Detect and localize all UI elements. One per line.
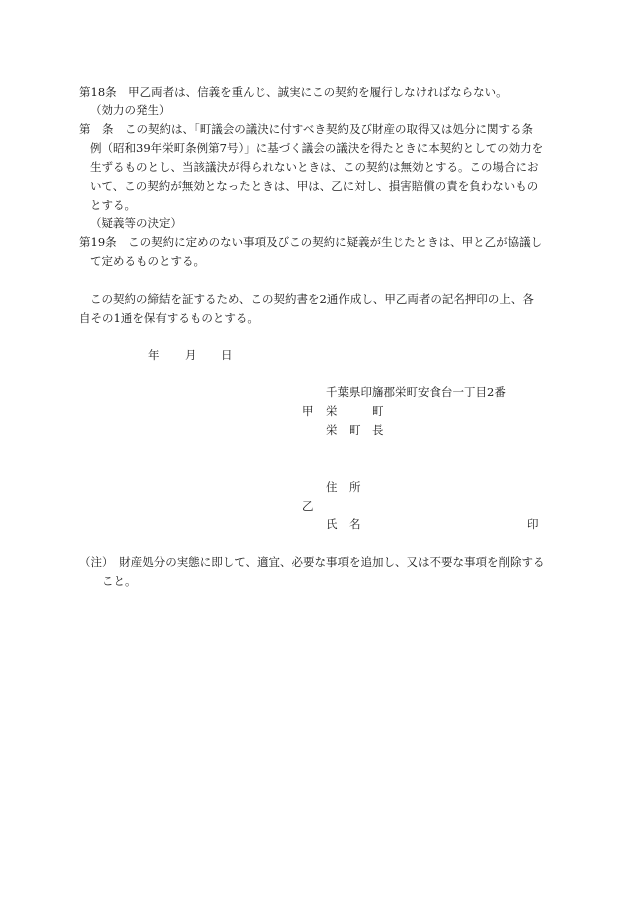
party-a-address: 千葉県印旛郡栄町安食台一丁目2番 <box>326 385 506 399</box>
effect-line5: とする。 <box>90 198 136 212</box>
note-line2: こと。 <box>102 574 137 588</box>
effect-line3: 生ずるものとし、当該議決が得られないときは、この契約は無効とする。この場合にお <box>90 160 539 174</box>
date-month: 月 <box>185 348 197 362</box>
effect-heading: （効力の発生） <box>90 103 171 117</box>
date-day: 日 <box>221 348 233 362</box>
note-line1: （注） 財産処分の実態に即して、適宜、必要な事項を追加し、又は不要な事項を削除する <box>79 555 545 569</box>
date-year: 年 <box>148 348 160 362</box>
doubt-line2: て定めるものとする。 <box>90 254 205 268</box>
party-a-title-2: 町 <box>349 423 361 437</box>
closing-line2: 自その1通を保有するものとする。 <box>79 311 259 325</box>
effect-line4: いて、この契約が無効となったときは、甲は、乙に対し、損害賠償の責を負わないもの <box>90 179 539 193</box>
party-b-name-2: 名 <box>349 517 361 531</box>
party-b-name-1: 氏 <box>326 517 338 531</box>
party-a-name-1: 栄 <box>326 404 338 418</box>
closing-line1: この契約の締結を証するため、この契約書を2通作成し、甲乙両者の記名押印の上、各 <box>90 292 534 306</box>
effect-line1: 第 条 この契約は、「町議会の議決に付すべき契約及び財産の取得又は処分に関する条 <box>79 122 534 136</box>
party-a-title-1: 栄 <box>326 423 338 437</box>
doubt-heading: （疑義等の決定） <box>90 216 182 230</box>
party-a-label: 甲 <box>302 404 314 418</box>
party-b-label: 乙 <box>302 499 314 513</box>
party-b-address-1: 住 <box>326 480 338 494</box>
party-b-address-2: 所 <box>349 480 361 494</box>
party-a-name-2: 町 <box>372 404 384 418</box>
seal-mark: 印 <box>527 517 539 531</box>
party-a-title-3: 長 <box>372 423 384 437</box>
article18-line1: 第18条 甲乙両者は、信義を重んじ、誠実にこの契約を履行しなければならない。 <box>79 85 508 99</box>
doubt-line1: 第19条 この契約に定めのない事項及びこの契約に疑義が生じたときは、甲と乙が協議し <box>79 235 543 249</box>
effect-line2: 例（昭和39年栄町条例第7号）」に基づく議会の議決を得たときに本契約としての効力を <box>90 141 544 155</box>
